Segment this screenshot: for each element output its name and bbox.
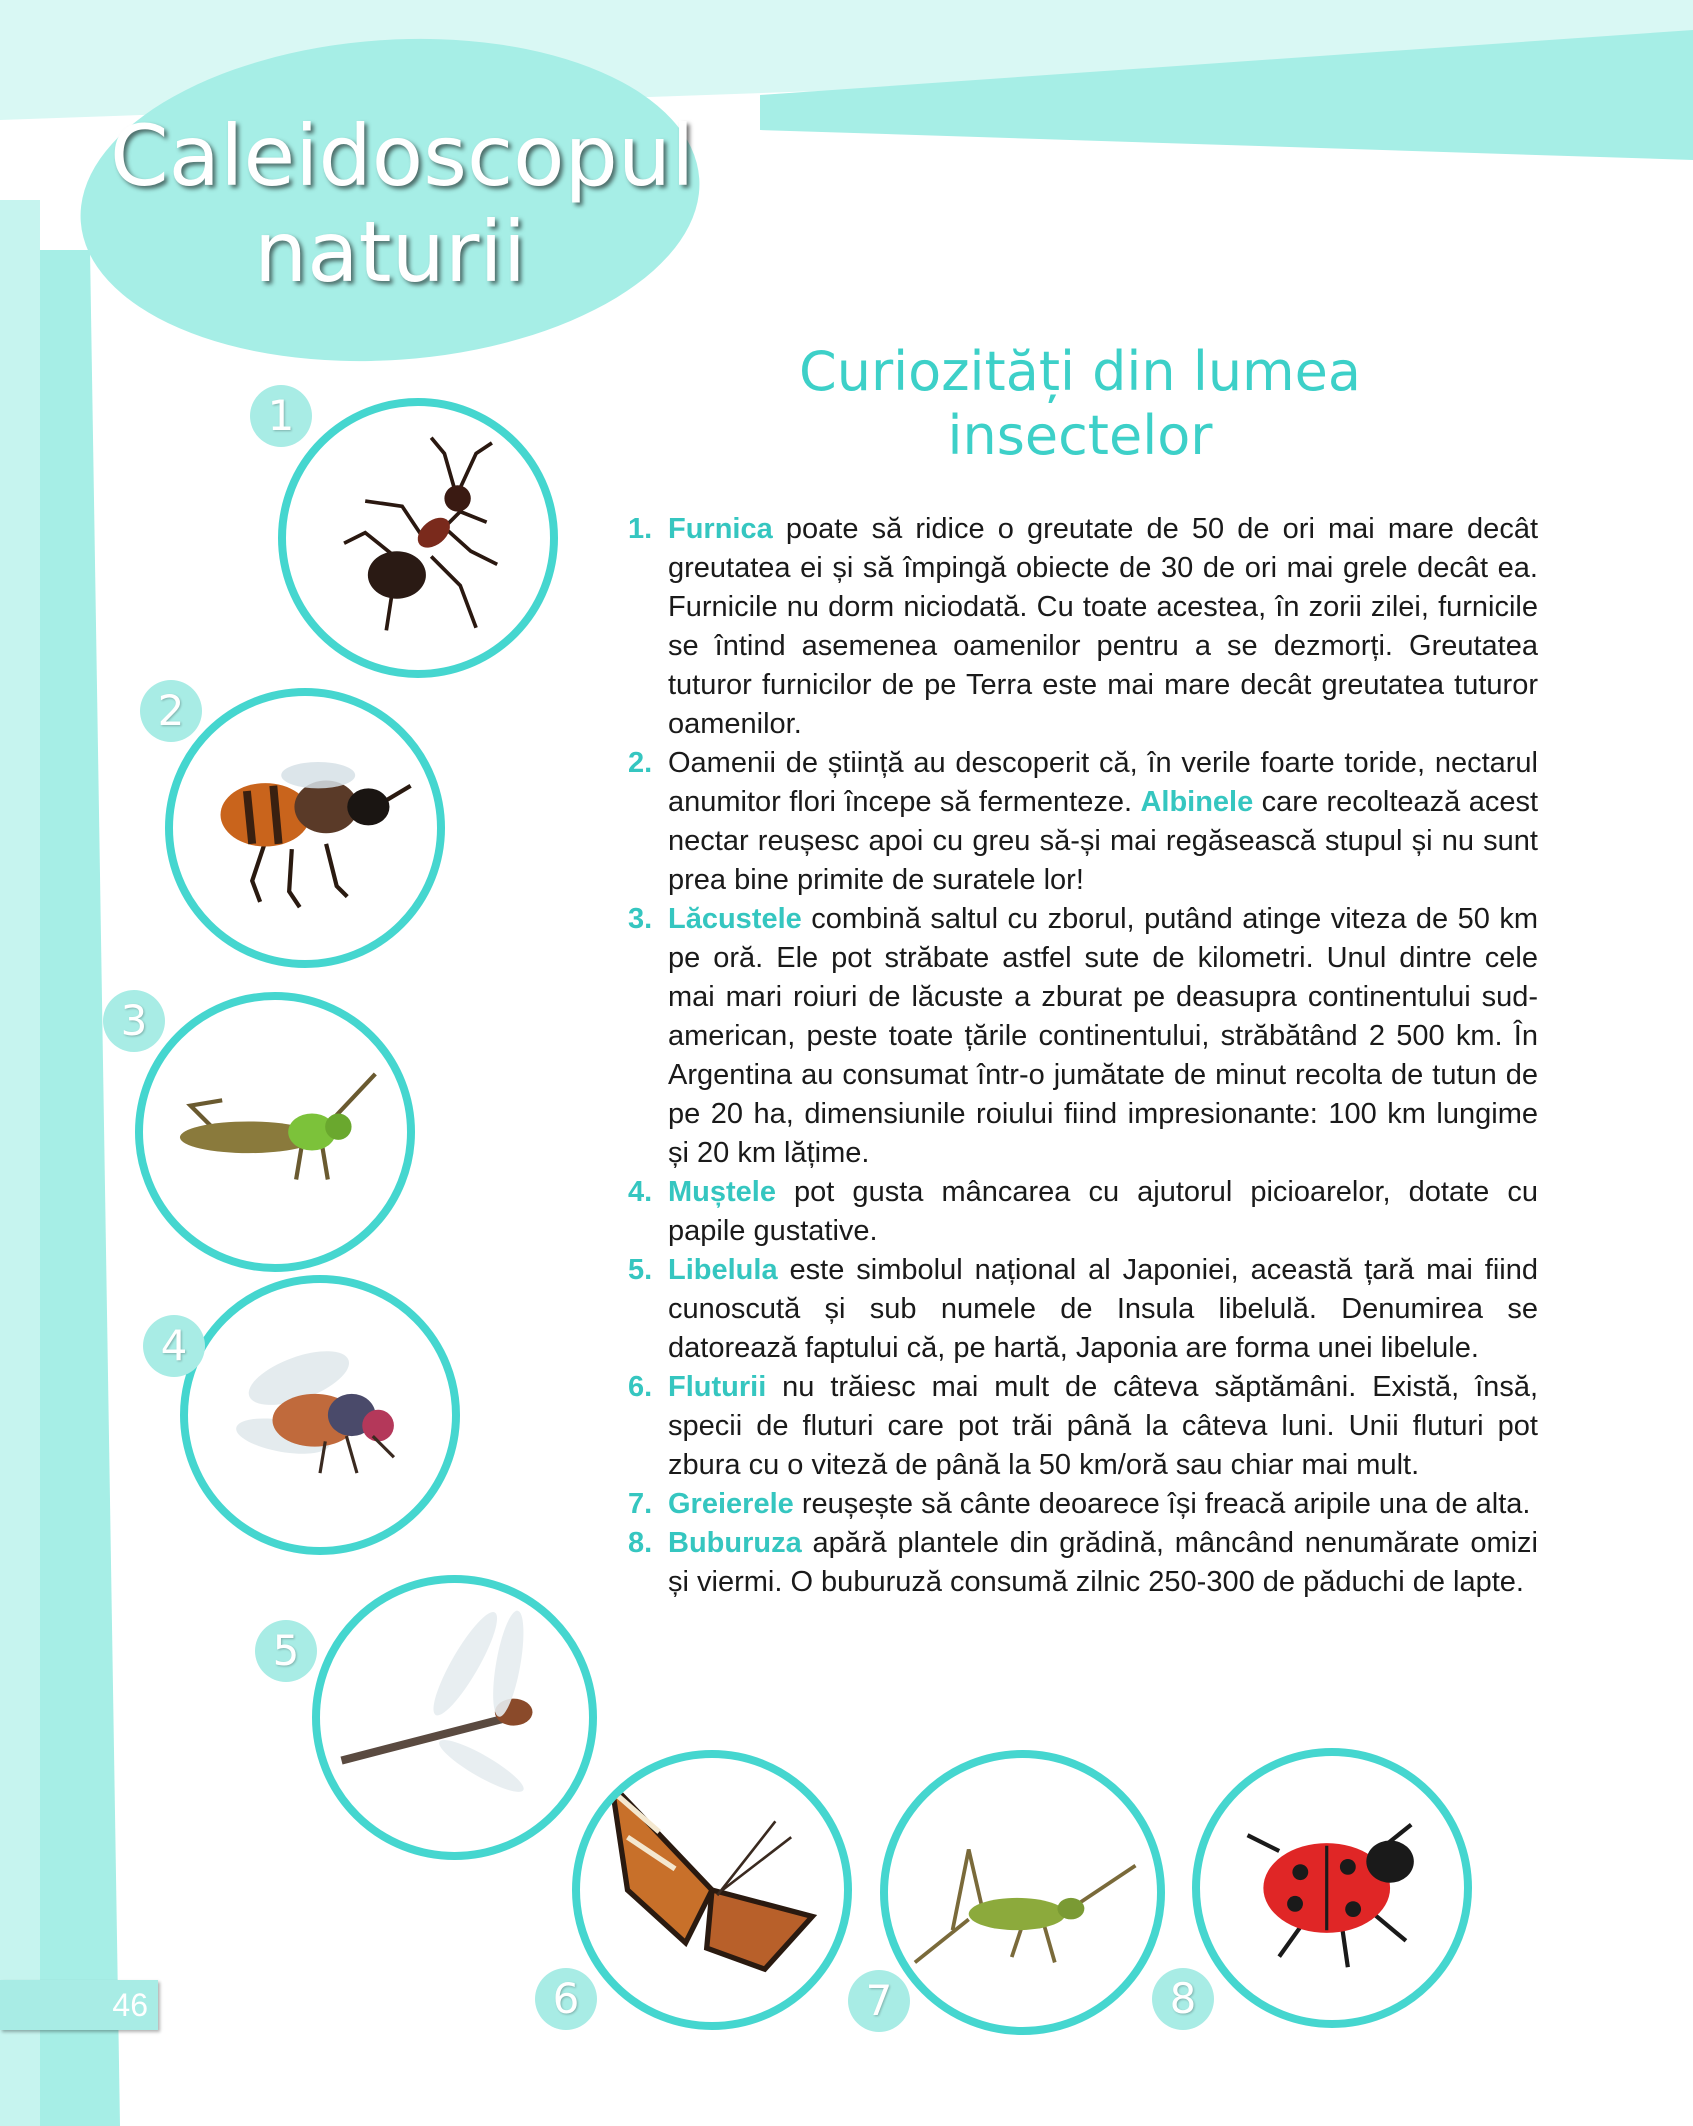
item-text: apără plantele din grădină, mâncând nenumărate omizi și viermi. O buburuză consumă zilnic 250-300 de păduchi de lapte. (668, 1527, 1538, 1598)
ladybug-photo (1192, 1748, 1472, 2028)
badge-3: 3 (103, 990, 165, 1052)
list-item (628, 1524, 1538, 1602)
list-item (628, 1368, 1538, 1485)
title-line-2: naturii (253, 203, 527, 301)
item-keyword: Fluturii (668, 1371, 767, 1403)
item-number: 5. (628, 1254, 653, 1286)
badge-8: 8 (1152, 1968, 1214, 2030)
badge-2: 2 (140, 680, 202, 742)
list-item (628, 1251, 1538, 1368)
ant-icon (286, 406, 550, 670)
bee-icon (173, 696, 437, 960)
item-text: nu trăiesc mai mult de câteva săptămâni. Există, însă, specii de fluturi care pot trăi până la câteva luni. Unii fluturi pot zbura cu o viteză de până la 50 km/oră sau chiar mai mult. (668, 1371, 1538, 1481)
item-keyword: Furnica (668, 513, 773, 545)
butterfly-icon (580, 1758, 844, 2022)
section-heading (760, 340, 1400, 468)
badge-6: 6 (535, 1968, 597, 2030)
badge-7: 7 (848, 1970, 910, 2032)
heading-line-1: Curiozități din lumea (799, 340, 1361, 403)
item-text: reușește să cânte deoarece își freacă aripile una de alta. (793, 1488, 1531, 1520)
list-item (628, 510, 1538, 744)
item-number: 2. (628, 747, 653, 779)
item-number: 6. (628, 1371, 653, 1403)
grasshopper-photo (135, 992, 415, 1272)
page-title (110, 107, 695, 301)
facts-list (628, 510, 1538, 1602)
list-item (628, 744, 1538, 900)
item-text-before: Oamenii de știință au descoperit că, în verile foarte toride, nectarul anumitor flori începe să fermenteze. (668, 747, 1538, 818)
badge-1: 1 (250, 385, 312, 447)
bee-photo (165, 688, 445, 968)
item-keyword: Libelula (668, 1254, 778, 1286)
item-text: care recoltează acest nectar reușesc apoi cu greu să-și mai regăsească stupul și nu sunt prea bine primite de suratele lor! (668, 786, 1539, 896)
badge-5: 5 (255, 1620, 317, 1682)
title-line-1: Caleidoscopul (110, 107, 695, 205)
cricket-icon (888, 1758, 1157, 2027)
page-number: 46 (0, 1980, 158, 2030)
item-keyword: Lăcustele (668, 903, 802, 935)
item-number: 3. (628, 903, 653, 935)
item-text: este simbolul național al Japoniei, această țară mai fiind cunoscută și sub numele de Insula libelulă. Denumirea se datorează faptului că, pe hartă, Japonia are forma unei libelule. (668, 1254, 1538, 1364)
ant-photo (278, 398, 558, 678)
list-item (628, 900, 1538, 1173)
item-text: poate să ridice o greutate de 50 de ori mai mare decât greutatea ei și să împingă obiecte de 30 de ori mai grele decât ea. Furnicile nu dorm niciodată. Cu toate acestea, în zorii zilei, furnicile se întind asemenea oamenilor pentru a se dezmorți. Greutatea tuturor furnicilor de pe Terra este mai mare decât greutatea tuturor oamenilor. (668, 513, 1538, 740)
item-text: combină saltul cu zborul, putând atinge viteza de 50 km pe oră. Ele pot străbate astfel sute de kilometri. Unul dintre cele mai mari roiuri de lăcuste a zburat pe deasupra continentului sud-american, peste toate țările continentului, străbătând 2 500 km. În Argentina au consumat într-o jumătate de minut recolta de tutun de pe 20 ha, dimensiunile roiului fiind impresionante: 100 km lungime și 20 km lățime. (668, 903, 1538, 1169)
item-keyword: Albinele (1140, 786, 1254, 818)
item-keyword: Buburuza (668, 1527, 802, 1559)
item-keyword: Greierele (668, 1488, 794, 1520)
item-number: 7. (628, 1488, 653, 1520)
dragonfly-photo (312, 1575, 597, 1860)
item-number: 1. (628, 513, 653, 545)
cricket-photo (880, 1750, 1165, 2035)
fly-photo (180, 1275, 460, 1555)
list-item (628, 1485, 1538, 1524)
item-number: 8. (628, 1527, 653, 1559)
fly-icon (188, 1283, 452, 1547)
ladybug-icon (1200, 1756, 1464, 2020)
item-keyword: Muștele (668, 1176, 776, 1208)
heading-line-2: insectelor (947, 404, 1213, 467)
butterfly-photo (572, 1750, 852, 2030)
list-item (628, 1173, 1538, 1251)
item-number: 4. (628, 1176, 653, 1208)
item-text: pot gusta mâncarea cu ajutorul picioarelor, dotate cu papile gustative. (668, 1176, 1538, 1247)
grasshopper-icon (143, 1000, 407, 1264)
badge-4: 4 (143, 1315, 205, 1377)
dragonfly-icon (320, 1583, 589, 1852)
